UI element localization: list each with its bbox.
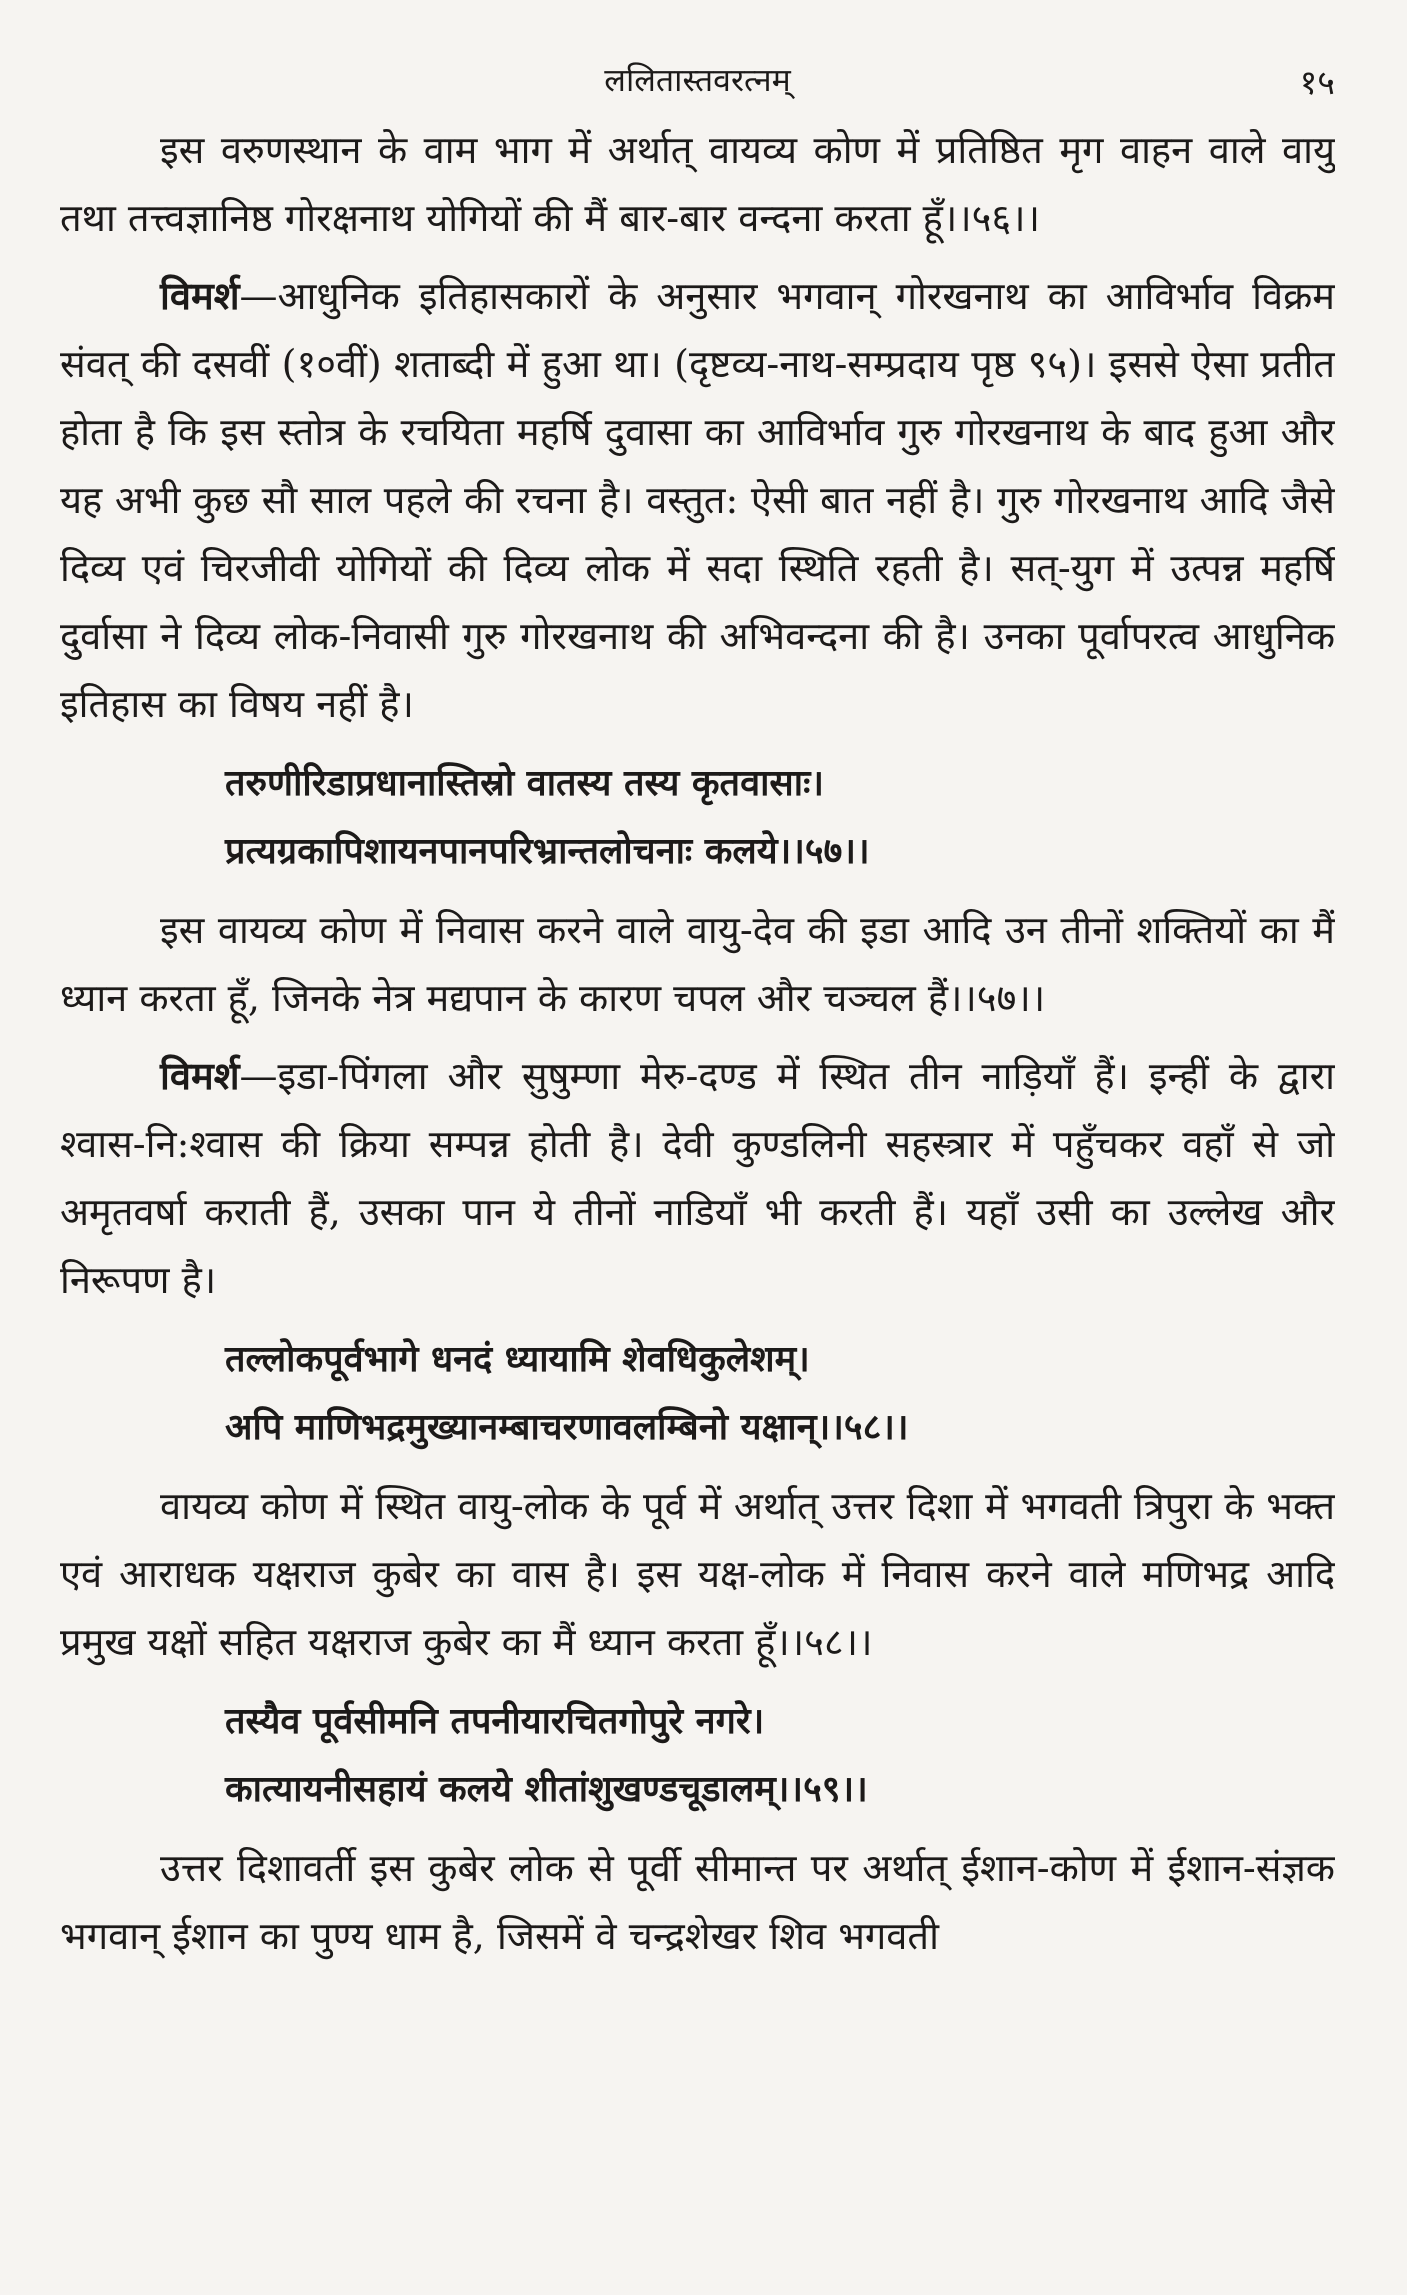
verse-line-2: प्रत्यग्रकापिशायनपानपरिभ्रान्तलोचनाः कलये।।५७।। bbox=[225, 831, 870, 872]
sanskrit-verse-57 bbox=[225, 750, 1335, 886]
vimarsha-text: —आधुनिक इतिहासकारों के अनुसार भगवान् गोरखनाथ का आविर्भाव विक्रम संवत् की दसवीं (१०वीं) शताब्दी में हुआ था। (दृष्टव्य-नाथ-सम्प्रदाय पृष्ठ ९५)। इससे ऐसा प्रतीत होता है कि इस स्तोत्र के रचयिता महर्षि दुवासा का आविर्भाव गुरु गोरखनाथ के बाद हुआ और यह अभी कुछ सौ साल पहले की रचना है। वस्तुत: ऐसी बात नहीं है। गुरु गोरखनाथ आदि जैसे दिव्य एवं चिरजीवी योगियों की दिव्य लोक में सदा स्थिति रहती है। सत्-युग में उत्पन्न महर्षि दुर्वासा ने दिव्य लोक-निवासी गुरु गोरखनाथ की अभिवन्दना की है। उनका पूर्वापरत्व आधुनिक इतिहास का विषय नहीं है। bbox=[60, 274, 1335, 726]
book-page bbox=[60, 58, 1335, 2273]
commentary-verse-57: इस वायव्य कोण में निवास करने वाले वायु-देव की इडा आदि उन तीनों शक्तियों का मैं ध्यान करता हूँ, जिनके नेत्र मद्यपान के कारण चपल और चञ्चल हैं।।५७।। bbox=[60, 908, 1335, 1020]
sanskrit-verse-58 bbox=[225, 1326, 1335, 1462]
verse-line-1: तल्लोकपूर्वभागे धनदं ध्यायामि शेवधिकुलेशम्। bbox=[225, 1339, 810, 1380]
vimarsha-verse-56 bbox=[60, 262, 1335, 738]
page-number: १५ bbox=[1299, 63, 1335, 103]
verse-line-1: तस्यैव पूर्वसीमनि तपनीयारचितगोपुरे नगरे। bbox=[225, 1701, 765, 1742]
sanskrit-verse-59 bbox=[225, 1688, 1335, 1824]
commentary-verse-56: इस वरुणस्थान के वाम भाग में अर्थात् वायव्य कोण में प्रतिष्ठित मृग वाहन वाले वायु तथा तत्त्वज्ञानिष्ठ गोरक्षनाथ योगियों की मैं बार-बार वन्दना करता हूँ।।५६।। bbox=[60, 128, 1335, 240]
header-title: ललितास्तवरत्नम् bbox=[604, 61, 791, 99]
vimarsha-text: —इडा-पिंगला और सुषुम्णा मेरु-दण्ड में स्थित तीन नाड़ियाँ हैं। इन्हीं के द्वारा श्वास-नि:श्वास की क्रिया सम्पन्न होती है। देवी कुण्डलिनी सहस्त्रार में पहुँचकर वहाँ से जो अमृतवर्षा कराती हैं, उसका पान ये तीनों नाडियाँ भी करती हैं। यहाँ उसी का उल्लेख और निरूपण है। bbox=[60, 1054, 1335, 1302]
vimarsha-verse-57 bbox=[60, 1042, 1335, 1314]
running-header bbox=[60, 58, 1335, 116]
verse-line-1: तरुणीरिडाप्रधानास्तिस्रो वातस्य तस्य कृतवासाः। bbox=[225, 763, 824, 804]
verse-line-2: कात्यायनीसहायं कलये शीतांशुखण्डचूडालम्।।५९।। bbox=[225, 1769, 868, 1810]
verse-line-2: अपि माणिभद्रमुख्यानम्बाचरणावलम्बिनो यक्षान्।।५८।। bbox=[225, 1407, 909, 1448]
commentary-verse-58: वायव्य कोण में स्थित वायु-लोक के पूर्व में अर्थात् उत्तर दिशा में भगवती त्रिपुरा के भक्त एवं आराधक यक्षराज कुबेर का वास है। इस यक्ष-लोक में निवास करने वाले मणिभद्र आदि प्रमुख यक्षों सहित यक्षराज कुबेर का मैं ध्यान करता हूँ।।५८।। bbox=[60, 1484, 1335, 1664]
vimarsha-heading: विमर्श bbox=[160, 1053, 240, 1098]
vimarsha-heading: विमर्श bbox=[160, 273, 240, 318]
commentary-verse-59: उत्तर दिशावर्ती इस कुबेर लोक से पूर्वी सीमान्त पर अर्थात् ईशान-कोण में ईशान-संज्ञक भगवान् ईशान का पुण्य धाम है, जिसमें वे चन्द्रशेखर शिव भगवती bbox=[60, 1846, 1335, 1958]
